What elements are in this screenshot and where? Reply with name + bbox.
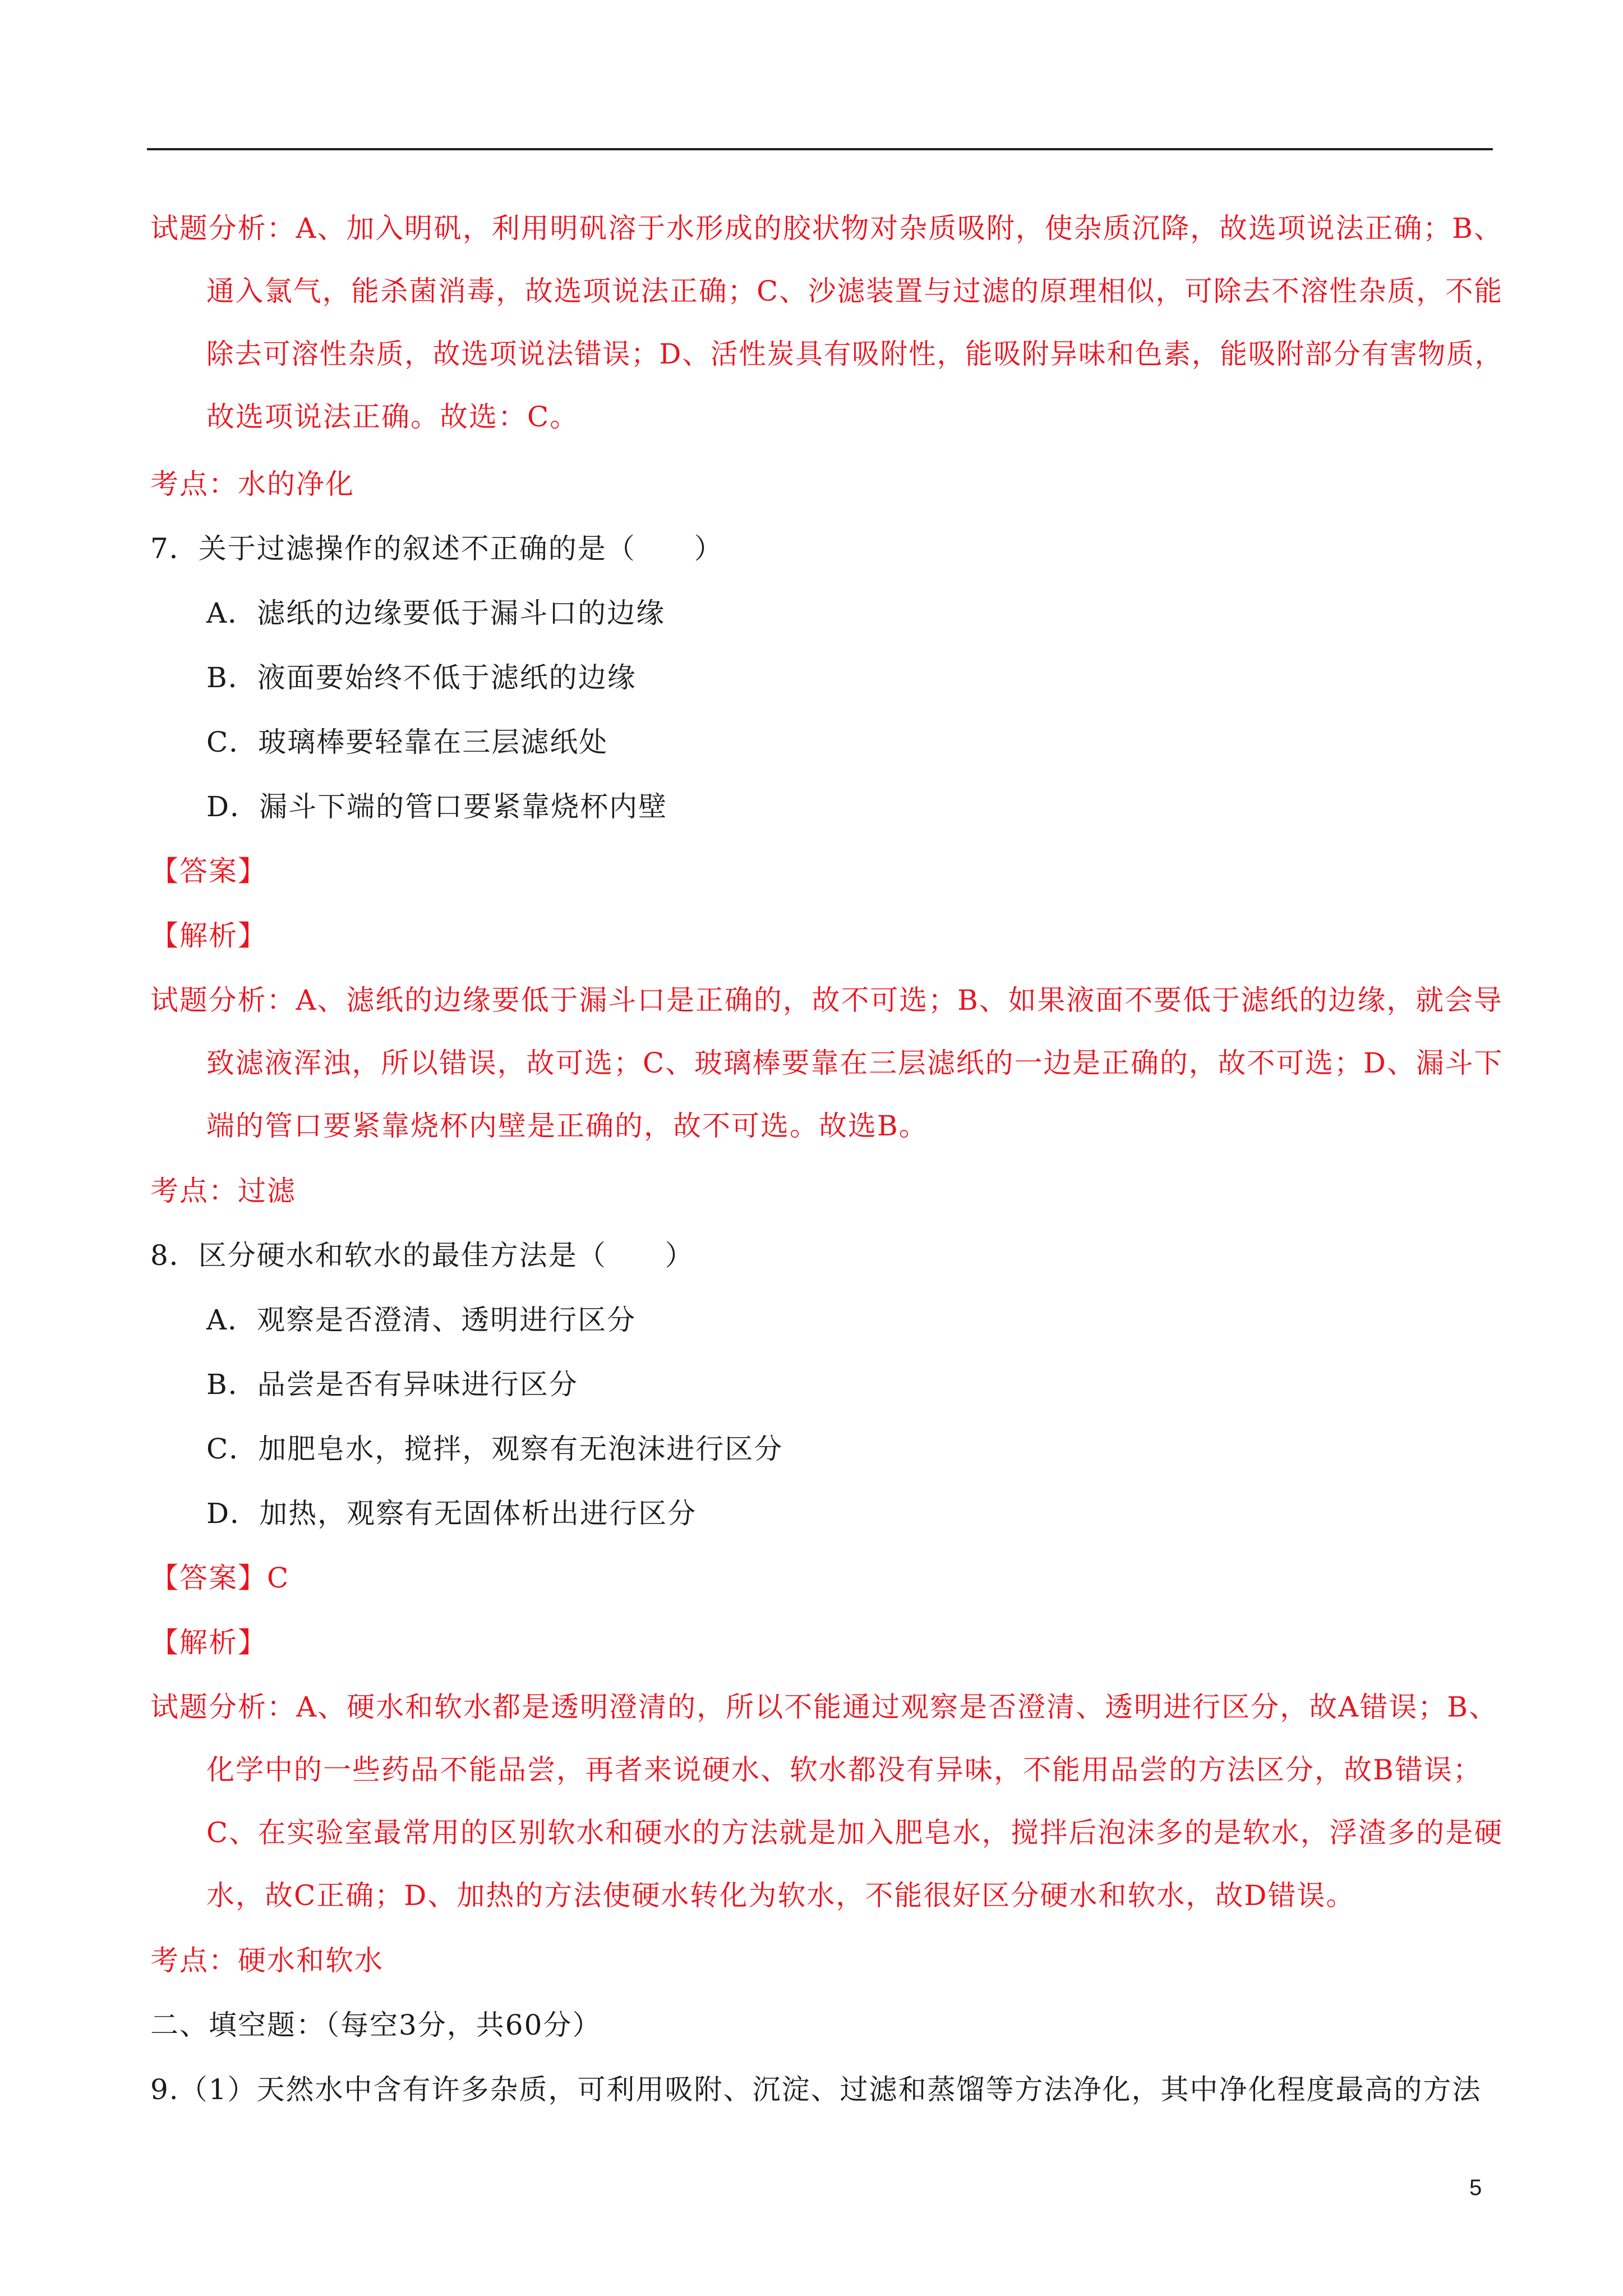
q7-analysis-line-3: 端的管口要紧靠烧杯内壁是正确的，故不可选。故选B。	[206, 1110, 928, 1142]
q6-analysis-line-4: 故选项说法正确。故选：C。	[206, 401, 579, 433]
page-number: 5	[1469, 2175, 1482, 2200]
q8-option-c: C．加肥皂水，搅拌，观察有无泡沫进行区分	[206, 1433, 783, 1465]
q8-kaodian: 考点：硬水和软水	[150, 1944, 384, 1977]
q7-kaodian: 考点：过滤	[150, 1175, 296, 1207]
q8-analysis-line-4: 水，故C正确；D、加热的方法使硬水转化为软水，不能很好区分硬水和软水，故D错误。	[206, 1879, 1355, 1912]
q6-analysis-line-3: 除去可溶性杂质，故选项说法错误；D、活性炭具有吸附性，能吸附异味和色素，能吸附部分有害物质，	[206, 338, 1504, 370]
q6-analysis-line-2: 通入氯气，能杀菌消毒，故选项说法正确；C、沙滤装置与过滤的原理相似，可除去不溶性杂质，不能	[206, 275, 1504, 307]
q8-jiexi: 【解析】	[150, 1626, 267, 1659]
header-rule	[147, 148, 1493, 150]
q8-option-b: B．品尝是否有异味进行区分	[206, 1368, 578, 1401]
q8-option-d: D．加热，观察有无固体析出进行区分	[206, 1497, 697, 1530]
q7-option-d: D．漏斗下端的管口要紧靠烧杯内壁	[206, 790, 668, 823]
section2-heading: 二、填空题：（每空3分，共60分）	[150, 2009, 602, 2041]
q7-jiexi: 【解析】	[150, 919, 267, 952]
q7-stem: 7．关于过滤操作的叙述不正确的是（ ）	[150, 532, 723, 565]
q7-analysis-line-1: 试题分析：A、滤纸的边缘要低于漏斗口是正确的，故不可选；B、如果液面不要低于滤纸的边缘，就会导	[150, 984, 1503, 1016]
q7-analysis-line-2: 致滤液浑浊，所以错误，故可选；C、玻璃棒要靠在三层滤纸的一边是正确的，故不可选；D、漏斗下	[206, 1047, 1504, 1079]
q8-stem: 8．区分硬水和软水的最佳方法是（ ）	[150, 1239, 694, 1272]
q6-kaodian: 考点：水的净化	[150, 468, 354, 500]
q9-line-1: 9.（1）天然水中含有许多杂质，可利用吸附、沉淀、过滤和蒸馏等方法净化，其中净化程度最高的方法	[150, 2073, 1482, 2106]
q8-analysis-line-2: 化学中的一些药品不能品尝，再者来说硬水、软水都没有异味，不能用品尝的方法区分，故B错误；	[206, 1754, 1482, 1786]
q7-option-b: B．液面要始终不低于滤纸的边缘	[206, 661, 637, 694]
q7-option-c: C．玻璃棒要轻靠在三层滤纸处	[206, 726, 608, 758]
q8-option-a: A．观察是否澄清、透明进行区分	[206, 1304, 637, 1336]
q8-analysis-line-3: C、在实验室最常用的区别软水和硬水的方法就是加入肥皂水，搅拌后泡沫多的是软水，浮渣多的是硬	[206, 1816, 1504, 1849]
q8-answer: 【答案】C	[150, 1562, 290, 1594]
q6-analysis-line-1: 试题分析：A、加入明矾，利用明矾溶于水形成的胶状物对杂质吸附，使杂质沉降，故选项说法正确；B、	[150, 212, 1503, 245]
q7-option-a: A．滤纸的边缘要低于漏斗口的边缘	[206, 597, 666, 629]
q7-answer: 【答案】	[150, 855, 267, 887]
q8-analysis-line-1: 试题分析：A、硬水和软水都是透明澄清的，所以不能通过观察是否澄清、透明进行区分，故A错误；B、	[150, 1691, 1498, 1723]
